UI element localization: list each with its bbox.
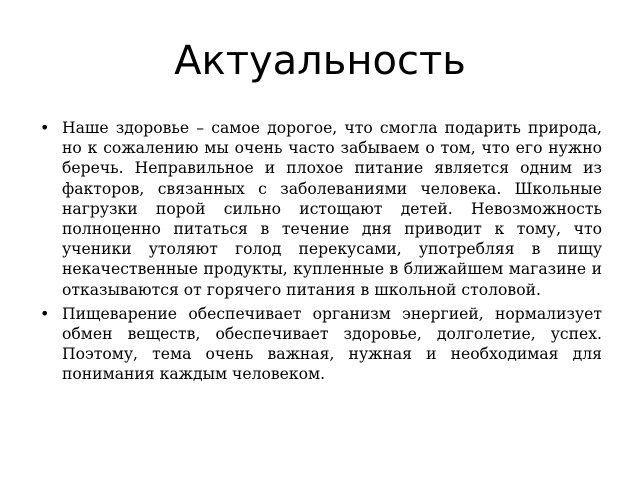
bullet-list: [40, 118, 602, 389]
bullet-text: Пищеварение обеспечивает организм энергией, нормализует обмен веществ, обеспечивает здоровье, долголетие, успех. Поэтому, тема очень важная, нужная и необходимая для понимания каждым человеком.: [62, 304, 602, 384]
bullet-item: [40, 118, 602, 300]
slide-title: Актуальность: [174, 38, 466, 84]
bullet-text: Наше здоровье – самое дорогое, что смогла подарить природа, но к сожалению мы очень часто забываем о том, что его нужно беречь. Неправильное и плохое питание является одним из факторов, связанных с заболеваниями человека. Школьные нагрузки порой сильно истощают детей. Невозможность полноценно питаться в течение дня приводит к тому, что ученики утоляют голод перекусами, употребляя в пищу некачественные продукты, купленные в ближайшем магазине и отказываются от горячего питания в школьной столовой.: [62, 119, 602, 299]
bullet-item: [40, 304, 602, 385]
bullet-icon: •: [40, 118, 50, 137]
bullet-icon: •: [40, 303, 50, 323]
